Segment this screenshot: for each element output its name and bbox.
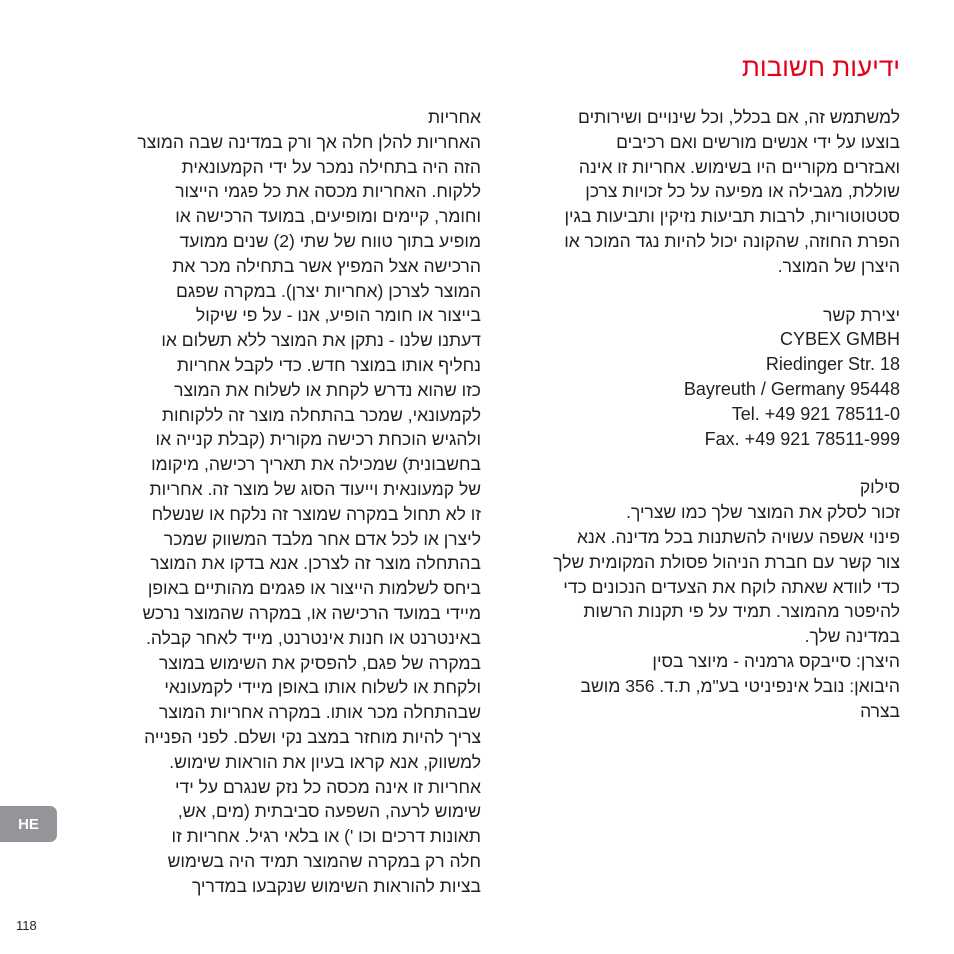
text-line: לקמעונאי, שמכר בהתחלה מוצר זה ללקוחות	[161, 404, 481, 425]
text-line: המוצר לצרכן (אחריות יצרן). במקרה שפגם	[175, 280, 481, 301]
text-line: באינטרנט או חנות אינטרנט, מייד לאחר קבלה.	[146, 627, 481, 648]
text-line: בציות להוראות השימוש שנקבעו במדריך	[191, 875, 481, 896]
text-line: אחריות זו אינה מכסה כל נזק שנגרם על ידי	[174, 776, 481, 797]
fax-line: Fax. +49 921 78511-999	[704, 428, 900, 449]
page-number: 118	[16, 918, 37, 933]
text-line: זכור לסלק את המוצר שלך כמו שצריך.	[626, 502, 900, 523]
text-line: למשתמש זה, אם בכלל, וכל שינויים ושירותים	[578, 107, 900, 127]
page-title: ידיעות חשובות	[741, 52, 900, 82]
text-line: בהתחלה מוצר זה לצרכן. אנא בדקו את המוצר	[150, 553, 481, 574]
phone-line: Tel. +49 921 78511-0	[731, 403, 900, 424]
text-line: סטטוטוריות, לרבות תביעות נזיקין ותביעות בגין	[564, 206, 900, 227]
right-column	[520, 105, 900, 723]
disposal-heading: סילוק	[859, 477, 900, 498]
text-line: ואבזרים מקוריים היו בשימוש. אחריות זו אינה	[578, 156, 900, 177]
manufacturer-line: היצרן: סייבקס גרמניה - מיוצר בסין	[652, 650, 900, 671]
warranty-text	[101, 130, 481, 899]
address-line: CYBEX GMBH	[779, 329, 900, 350]
importer-line: היבואן: נובל אינפיניטי בע"מ, ת.ד. 356 מושב	[580, 675, 900, 696]
text-line: במדינה שלך.	[804, 626, 900, 647]
warranty-continuation	[520, 105, 900, 279]
importer-line: בצרה	[860, 700, 900, 721]
warranty-heading: אחריות	[427, 107, 481, 127]
text-line: בייצור או חומר הופיע, אנו - על פי שיקול	[195, 305, 481, 326]
text-line: ולהגיש הוכחת רכישה מקורית (קבלת קנייה או	[155, 429, 481, 450]
text-line: חלה רק במקרה שהמוצר תמיד היה בשימוש	[167, 850, 481, 871]
text-line: ולקחת או לשלוח אותו באופן מיידי לקמעונאי	[164, 677, 481, 698]
text-line: מיידי במועד הרכישה או, במקרה שהמוצר נרכש	[142, 602, 481, 623]
text-line: הפרת החוזה, שהקונה יכול להיות נגד המוכר או	[564, 230, 900, 251]
text-line: של קמעונאית וייעוד הסוג של מוצר זה. אחריות	[149, 478, 481, 499]
language-tab: HE	[0, 806, 57, 842]
text-line: מופיע בתוך טווח של שתי (2) שנים ממועד	[179, 230, 481, 251]
text-line: הזה היה בתחילה נמכר על ידי הקמעונאית	[181, 156, 481, 177]
text-line: להיפטר מהמוצר. תמיד על פי תקנות הרשות	[583, 601, 900, 622]
text-line: זו לא תחול במקרה שמוצר זה נלקח או שנשלח	[151, 503, 481, 524]
text-line: כדי לוודא שאתה לוקח את הצעדים הנכונים כדי	[563, 576, 900, 597]
disposal-text	[520, 500, 900, 723]
text-line: בחשבונית) שמכילה את תאריך רכישה, מיקומו	[151, 454, 481, 475]
text-line: כזו שהוא נדרש לקחת או לשלוח את המוצר	[174, 379, 481, 400]
text-line: למשווק, אנא קראו בעיון את הוראות שימוש.	[169, 751, 481, 772]
text-line: ללקוח. האחריות מכסה את כל פגמי הייצור	[175, 181, 481, 202]
address-line: Bayreuth / Germany 95448	[683, 378, 900, 399]
text-line: בוצעו על ידי אנשים מורשים ואם רכיבים	[616, 131, 900, 152]
text-line: נחליף אותו במוצר חדש. כדי לקבל אחריות	[176, 354, 481, 375]
text-line: ביחס לשלמות הייצור או פגמים מהותיים באופן	[147, 578, 481, 599]
text-line: וחומר, קיימים ומופיעים, במועד הרכישה או	[175, 206, 481, 227]
text-line: שוללת, מגבילה או מפיעה על כל זכויות צרכן	[585, 181, 900, 202]
text-line: הרכישה אצל המפיץ אשר בתחילה מכר את	[172, 255, 481, 276]
text-line: פינוי אשפה עשויה להשתנות בכל מדינה. אנא	[577, 526, 900, 547]
contact-address	[520, 327, 900, 451]
text-line: דעתנו שלנו - נתקן את המוצר ללא תשלום או	[161, 330, 481, 351]
text-line: ליצרן או לכל אדם אחר מלבד המשווק שמכר	[163, 528, 481, 549]
text-line: תאונות דרכים וכו ') או בלאי רגיל. אחריות זו	[171, 826, 481, 847]
text-line: במקרה של פגם, להפסיק את השימוש במוצר	[158, 652, 481, 673]
text-line: צור קשר עם חברת הניהול פסולת המקומית שלך	[553, 551, 900, 572]
contact-heading: יצירת קשר	[823, 304, 900, 325]
text-line: צריך להיות מוחזר במצב נקי ושלם. לפני הפנייה	[144, 726, 481, 747]
text-line: היצרן של המוצר.	[777, 255, 900, 276]
text-line: שבהתחלה מכר אותו. במקרה אחריות המוצר	[159, 702, 481, 723]
text-line: האחריות להלן חלה אך ורק במדינה שבה המוצר	[137, 131, 481, 152]
text-line: שימוש לרעה, השפעה סביבתית (מים, אש,	[177, 801, 481, 822]
address-line: Riedinger Str. 18	[765, 354, 900, 375]
left-column	[101, 105, 481, 899]
